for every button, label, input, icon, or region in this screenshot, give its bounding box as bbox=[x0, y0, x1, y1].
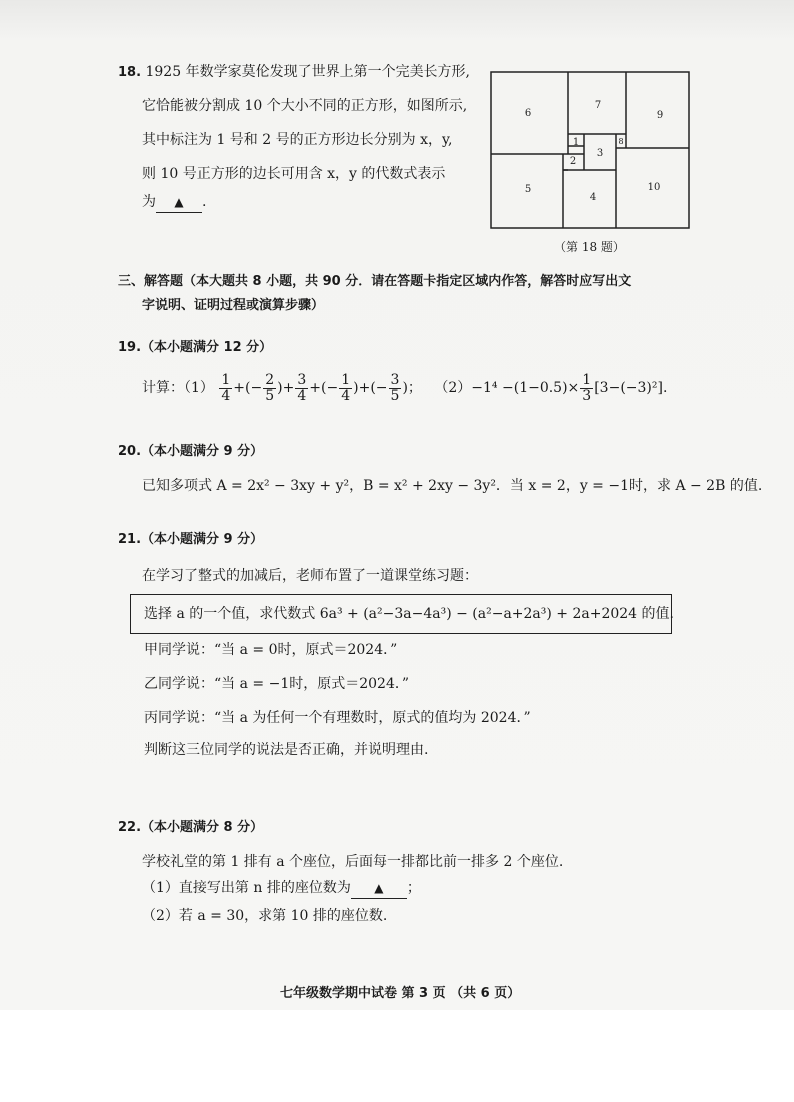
q20-header: 20.（本小题满分 9 分） bbox=[118, 444, 264, 459]
square-label-9: 9 bbox=[656, 110, 664, 121]
q19-header: 19.（本小题满分 12 分） bbox=[118, 340, 273, 355]
q22-part-1 bbox=[142, 878, 421, 899]
q18-answer-prefix: 为 bbox=[142, 194, 156, 210]
q20-text: 已知多项式 A = 2x² − 3xy + y²，B = x² + 2xy − 3y²．当 x = 2，y = −1时，求 A − 2B 的值. bbox=[142, 478, 763, 494]
q19-expression bbox=[142, 368, 667, 408]
q18-line-4: 则 10 号正方形的边长可用含 x，y 的代数式表示 bbox=[142, 166, 446, 182]
q19-part2-label: （2） bbox=[434, 380, 472, 396]
q21-student-yi: 乙同学说：“当 a = −1时，原式＝2024．” bbox=[144, 676, 410, 692]
q18-text-1: 1925 年数学家莫伦发现了世界上第一个完美长方形, bbox=[145, 64, 471, 80]
section-3-heading-line-1: 三、解答题（本大题共 8 小题，共 90 分．请在答题卡指定区域内作答，解答时应写出文 bbox=[118, 274, 632, 289]
q18-answer-suffix: . bbox=[202, 194, 207, 210]
q22-intro: 学校礼堂的第 1 排有 a 个座位，后面每一排都比前一排多 2 个座位. bbox=[142, 854, 564, 870]
q21-student-bing: 丙同学说：“当 a 为任何一个有理数时，原式的值均为 2024．” bbox=[144, 710, 531, 726]
square-label-2: 2 bbox=[569, 156, 577, 167]
q22-part-1-suffix: ； bbox=[406, 880, 421, 896]
q18-number: 18. bbox=[118, 65, 142, 80]
q21-ask: 判断这三位同学的说法是否正确，并说明理由. bbox=[144, 742, 429, 758]
fraction: $\frac{1}{4}$ bbox=[341, 371, 351, 404]
fraction: $\frac{1}{3}$ bbox=[582, 371, 592, 404]
square-label-1: 1 bbox=[572, 137, 580, 148]
square-label-5: 5 bbox=[524, 184, 532, 195]
q21-intro: 在学习了整式的加减后，老师布置了一道课堂练习题： bbox=[142, 568, 478, 584]
outer-rectangle bbox=[491, 72, 689, 228]
perfect-rectangle-figure bbox=[488, 66, 694, 232]
q21-box-text: 选择 a 的一个值，求代数式 6a³ + (a²−3a−4a³) − (a²−a+2a³) + 2a+2024 的值. bbox=[144, 606, 674, 622]
fraction: $\frac{3}{4}$ bbox=[297, 371, 307, 404]
operator: +(− bbox=[309, 380, 339, 396]
square-label-6: 6 bbox=[524, 108, 532, 119]
operator: )+(− bbox=[353, 380, 388, 396]
q18-answer-line bbox=[142, 192, 206, 213]
q19-part2-a: −1⁴ −(1−0.5)× bbox=[471, 380, 580, 396]
q18-line-3: 其中标注为 1 号和 2 号的正方形边长分别为 x，y, bbox=[142, 132, 453, 148]
q22-header: 22.（本小题满分 8 分） bbox=[118, 820, 264, 835]
q22-answer-blank[interactable] bbox=[351, 878, 407, 899]
q21-header: 21.（本小题满分 9 分） bbox=[118, 532, 264, 547]
q18-answer-blank[interactable] bbox=[156, 192, 202, 213]
q18-line-1 bbox=[118, 62, 470, 83]
section-3-heading-line-2: 字说明、证明过程或演算步骤） bbox=[142, 298, 325, 313]
q19-prefix: 计算：（1） bbox=[142, 380, 214, 396]
q18-line-2: 它恰能被分割成 10 个大小不同的正方形，如图所示, bbox=[142, 98, 468, 114]
square-label-7: 7 bbox=[594, 100, 602, 111]
q22-part-2: （2）若 a = 30，求第 10 排的座位数. bbox=[142, 908, 388, 924]
square-label-10: 10 bbox=[647, 182, 661, 193]
q19-part2-b: [3−(−3)²]. bbox=[594, 380, 668, 396]
q22-part-1-text: （1）直接写出第 n 排的座位数为 bbox=[142, 880, 351, 896]
fraction: $\frac{1}{4}$ bbox=[221, 371, 231, 404]
q21-student-jia: 甲同学说：“当 a = 0时，原式＝2024．” bbox=[144, 642, 398, 658]
square-label-4: 4 bbox=[589, 192, 597, 203]
operator: )； bbox=[402, 380, 422, 396]
answer-triangle-icon: ▲ bbox=[374, 881, 384, 895]
square-label-8: 8 bbox=[618, 137, 624, 146]
page-footer: 七年级数学期中试卷 第 3 页 （共 6 页） bbox=[280, 986, 521, 1001]
fraction: $\frac{2}{5}$ bbox=[265, 371, 275, 404]
square-label-3: 3 bbox=[596, 148, 604, 159]
operator: )+ bbox=[277, 380, 295, 396]
operator: +(− bbox=[233, 380, 263, 396]
answer-triangle-icon: ▲ bbox=[174, 195, 184, 209]
fraction: $\frac{3}{5}$ bbox=[390, 371, 400, 404]
figure-caption: （第 18 题） bbox=[554, 240, 625, 254]
